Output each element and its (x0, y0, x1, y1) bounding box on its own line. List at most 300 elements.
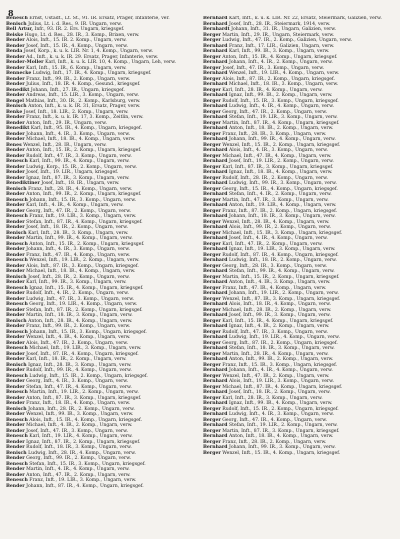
entry-text: Josef, Inft., 18. LIR., 2. Komp., Ungarn, verw. (23, 109, 129, 115)
entry-text: Michael, Inft., 15. IR., 3. Komp., Ungarn, kriegsgef. (222, 230, 343, 236)
entry-name: Bernhard (203, 137, 228, 142)
entry-text: Johann, Inft., 18. IR., 3. Komp., Ungarn, verw. (228, 214, 336, 219)
entry-text: Ludwig, Inft., 19. LIR., 4. Komp., Ungarn, verw. (228, 335, 340, 340)
entry-text: Infr., 93. IR. 2. Ers. Ungarn, kriegsgef. (34, 27, 125, 32)
entry-text: Martin, Inft., 87. IR., 4. Komp., Ungarn, kriegsgef. (222, 120, 340, 126)
entry-name: Berger (203, 241, 221, 247)
entry-text: Julius, Inft., 18. IR. 4. Komp., Gesund., kriegsgef. (26, 82, 141, 87)
entry-text: Anton, Inft., 28. IR., 4. Komp., Ungarn, verw. (28, 318, 133, 324)
entry-name: Bernhard (203, 115, 228, 120)
entry-name: Benisch (6, 104, 27, 109)
entry-name: Benesch (6, 434, 28, 439)
entry-name: Benesch (6, 329, 28, 335)
entry-text: Franz, Inft., 99. IR., 2. Komp., Ungarn, verw. (26, 76, 131, 82)
entry-name: Berger (203, 318, 221, 324)
entry-text: Anton, Inft., 47. IR., 2. Komp., Ungarn, verw. (26, 472, 131, 478)
entry-name: Bernhard (203, 236, 228, 241)
entry-text: Johann, Inft., 4. IR., 2. Komp., Ungarn, verw. (228, 60, 333, 65)
entry-name: Bender (6, 395, 25, 401)
entry-text: Mathias, Inft., 30. IR., 2. Komp., Karlsburg, verw. (25, 98, 141, 104)
entry-name: Bender (6, 368, 25, 373)
entry-text: Josef, Inft., 47. IR., 3. Komp., Ungarn, verw. (222, 65, 325, 71)
entry-text: Stefan, Inft., 19. LIR., 3. Komp., Ungarn, verw. (228, 115, 338, 120)
entry-text: Wenzel, Inft., 99. IR., 3. Komp., Ungarn, verw. (26, 412, 134, 417)
entry-name: Berger (203, 285, 221, 291)
entry-text: Rudolf, Inft., 47. IR., 3. Komp., Ungarn, verw. (26, 153, 132, 159)
entry-text: Ludwig, Inft., 18. IR., 2. Komp., Ungarn, verw. (228, 258, 337, 263)
entry-name: Benesch (6, 417, 28, 423)
entry-name: Bernhard (203, 214, 228, 219)
entry-name: Berger (203, 329, 221, 335)
entry-text: Johann, Inft., 19. LIR., 2. Komp., Ungarn, verw. (228, 291, 339, 296)
entry-name: Bernhard (203, 225, 228, 230)
entry-name: Bernhard (203, 445, 228, 450)
entry-text: Anton, Inft., 18. IR., 4. Komp., Ungarn, verw. (228, 434, 334, 439)
entry-text: Rudolf, Inft., 15. IR., 2. Komp., Ungarn, kriegsgef. (222, 406, 339, 412)
entry-text: Wenzel, Inft., 4. IR., 4. Komp., Ungarn, verw. (26, 335, 131, 340)
entry-text: Michael, Inft., 18. IR., 4. Komp., Ungarn, verw. (26, 137, 136, 142)
entry-name: Berger (203, 98, 221, 104)
entry-text: Georg, Inft., 4. IR., 3. Komp., Ungarn, verw. (26, 379, 129, 384)
entry-text: Johann, Inft., 27. IR., Ungarn, kriegsgef. (30, 87, 125, 93)
entry-name: Bernhard (203, 16, 228, 21)
entry-text: Wenzel, Inft., 15. IR., 4. Komp., Ungarn, kriegsgef. (222, 450, 341, 456)
entry-name: Bender (6, 93, 25, 98)
entry-text: Josef, Inft., 99. IR., 3. Komp., Ungarn, verw. (228, 313, 331, 318)
entry-text: Rudolf, Inft., 47. IR., 3. Komp., Ungarn, verw. (222, 329, 328, 335)
entry-name: Berger (203, 164, 221, 170)
entry-text: Karl, Inft., 87. IR., 3. Komp., Ungarn, kriegsgef. (222, 164, 334, 170)
right-column (203, 16, 394, 536)
entry-text: Ignaz, Inft., 18. IR., 4. Komp., Ungarn, verw. (228, 170, 333, 175)
page-number: 8 (8, 8, 14, 18)
entry-name: Berger (203, 87, 221, 93)
entry-text: Ludwig, Inft., 28. IR., 4. Komp., Ungarn, verw. (28, 450, 136, 456)
entry-name: Bender (6, 340, 25, 346)
entry-text: Josef, Inft., 4. IR., 4. Komp., Ungarn, verw. (228, 236, 328, 241)
entry-name: Bender (6, 335, 25, 340)
entry-name: Bender (6, 384, 25, 390)
entry-name: Benedikt (6, 87, 30, 93)
entry-text: Anton, Inft., 99. IR., 2. Komp., Ungarn, kriegsgef. (26, 192, 142, 197)
entry-name: Bernhard (203, 21, 228, 27)
entry-text: Karl, Inft., 4. IR., 4. Komp., Ungarn, verw. (26, 203, 124, 208)
entry-text: Michael, Inft., 18. IR., 4. Komp., Ungarn, verw. (26, 269, 136, 274)
entry-name: Berger (203, 54, 221, 60)
entry-text: Martin, Inft., 15. IR., 2. Komp., Ungarn, kriegsgef. (222, 274, 340, 280)
entry-name: Bernhard (203, 313, 228, 318)
entry-text: Martin, Inft., 29. IR., Ungarn, Steiermark, verw. (222, 32, 335, 38)
entry-name: Bender (6, 164, 25, 170)
entry-name: Benisch (6, 21, 27, 27)
entry-name: Bernhard (203, 126, 228, 131)
entry-text: Franz, Inft., 47. IR., 4. Komp., Ungarn, verw. (26, 252, 131, 258)
entry-name: Benesch (6, 302, 28, 307)
entry-name: Bender (6, 175, 25, 181)
entry-name: Benesch (6, 373, 28, 379)
entry-name: Berger (203, 384, 221, 390)
entry-text: Georg, Inft., 87. IR., 2. Komp., Ungarn, kriegsgef. (222, 340, 338, 346)
entry-text: Johann, Inft., 4. IR., 3. Komp., Ungarn, verw. (26, 131, 131, 137)
entry-name: Bender (6, 423, 25, 428)
entry-text: Ludwig, Inft., 17. IR., 4. Komp., Ungarn, kriegsgef. (32, 71, 152, 76)
entry-name: Bernhard (203, 335, 228, 340)
entry-name: Bender (6, 43, 25, 49)
entry-text: Alois, Inft., 87. IR., 3. Komp., Ungarn, kriegsgef. (26, 263, 139, 269)
entry-text: Anton, Inft., 15. IR., 4. Komp., Ungarn, kriegsgef. (222, 54, 338, 60)
entry-name: Berger (203, 450, 221, 456)
entry-name: Bernhard (203, 82, 228, 87)
entry-text: Martin, Inft., 47. IR., 3. Komp., Ungarn, verw. (222, 197, 329, 203)
entry-name: Bernhard (203, 71, 228, 76)
entry-name: Berger (203, 373, 221, 379)
entry-name: Bender (6, 307, 25, 313)
entry-name: Bender (6, 296, 25, 302)
entry-text: Alois, Inft., 4. IR., 3. Komp., Ungarn, verw. (228, 148, 329, 153)
entry-name: Berger (203, 340, 221, 346)
entry-text: Franz, Inft., 47. IR., 4. Komp., Ungarn, verw. (222, 285, 327, 291)
entry-text: Johann, Inft., 99. IR., 4. Komp., Ungarn, verw. (228, 137, 336, 142)
entry-text: Alois, Inft., 47. IR., 2. Komp., Ungarn, verw. (26, 340, 129, 346)
entry-text: Ignaz, Inft., 87. IR., 2. Komp., Ungarn, kriegsgef. (26, 439, 141, 445)
entry-name: Bender (6, 153, 25, 159)
entry-name: Benesch (6, 241, 28, 247)
entry-text: Georg, Inft., 15. IR., 4. Komp., Ungarn, kriegsgef. (222, 186, 338, 192)
entry-name: Bernhard (203, 302, 228, 307)
entry-name: Beiske (6, 32, 24, 38)
entry-text: Josef, Inft., 15. IR., 4. Komp., Ungarn, verw. (26, 43, 128, 49)
entry-name: Bender (6, 483, 25, 489)
entry-name: Berger (203, 362, 221, 368)
entry-name: Benisch (6, 318, 27, 324)
entry-name: Bender (6, 203, 25, 208)
entry-text: Stefan, Inft., 19. LIR., 2. Komp., Ungarn, verw. (228, 423, 338, 428)
entry-name: Berger (203, 38, 221, 43)
entry-text: Michael, Inft., 87. IR., 4. Komp., Ungarn, kriegsgef. (222, 384, 343, 390)
entry-text: Anton, Inft., 15. IR., 2. Komp., Ungarn, kriegsgef. (29, 241, 145, 247)
entry-text: Johann, Inft., 28. IR., 2. Komp., Ungarn, verw. (28, 406, 135, 412)
entry-name: Bender (6, 76, 25, 82)
entry-text: Josef, Inft., 47. IR., 3. Komp., Ungarn, verw. (26, 428, 128, 434)
entry-name: Bender (6, 82, 25, 87)
entry-name: Berger (203, 208, 221, 214)
entry-name: Bernhard (203, 423, 228, 428)
entry-text: Georg, Inft., 99. IR., 2. Komp., Ungarn, verw. (26, 456, 132, 461)
entry-name: Berger (203, 307, 221, 313)
entry-name: Berger (203, 428, 221, 434)
entry-name: Bender (6, 291, 25, 296)
entry-text: Stefan, Inft., 87. IR., 4. Komp., Ungarn, kriegsgef. (26, 219, 143, 225)
entry-name: Benke (6, 109, 23, 115)
entry-text: Wenzel, Inft., 19. LIR., 4. Komp., Ungarn, verw. (228, 71, 340, 76)
entry-text: Anton, Inft., k. u. k. IR. 31, Ersatz, Prager, verw. (28, 104, 141, 109)
entry-text: Stefan, Inft., 4. IR., 2. Komp., Ungarn, verw. (228, 192, 332, 197)
entry-text: Ignaz, Inft., 99. IR., 4. Komp., Ungarn, verw. (228, 401, 333, 406)
entry-name: Berger (203, 351, 221, 357)
entry-text: Franz, Inft., 19. LIR., 3. Komp., Ungarn, verw. (29, 478, 137, 483)
entry-name: Bernhard (203, 324, 228, 329)
entry-name: Benisch (6, 450, 27, 456)
entry-name: Bernhard (203, 379, 228, 384)
entry-text: Ignaz, Inft., 99. IR., 2. Komp., Ungarn, verw. (228, 93, 333, 98)
entry-name: Bernhard (203, 346, 228, 351)
entry-text: Wenzel, Inft., 15. IR., 2. Komp., Ungarn, kriegsgef. (222, 142, 341, 148)
entry-name: Benesch (6, 390, 28, 395)
entry-text: Karl, Inft., 15. IR., 4. Komp., Ungarn, kriegsgef. (222, 318, 334, 324)
entry-text: Wenzel, Inft., 87. IR., 3. Komp., Ungarn, kriegsgef. (222, 296, 341, 302)
entry-name: Bender (6, 38, 25, 43)
entry-name: Bernhard (203, 43, 228, 49)
entry-text: Rudolf, Inft., 28. IR., 2. Komp., Ungarn, verw. (222, 175, 328, 181)
entry-name: Bernhard (203, 269, 228, 274)
entry-text: Rudolf, Inft., 87. IR., 4. Komp., Ungarn, kriegsgef. (222, 252, 339, 258)
entry-name: Berger (203, 175, 221, 181)
entry-name: Bender (6, 401, 25, 406)
entry-name: Bernhard (203, 203, 228, 208)
entry-text: Karl, Inft., 18. IR., 2. Komp., Ungarn, verw. (26, 357, 127, 362)
entry-text: Wenzel, Inft., 28. IR., Ungarn, verw. (23, 142, 107, 148)
entry-name: Benisch (6, 406, 27, 412)
entry-text: Michael, Inft., 47. IR., 4. Komp., Ungarn, verw. (222, 153, 332, 159)
entry-name: Bender (6, 120, 25, 126)
entry-text: Michael, Inft., 28. IR., 2. Komp., Ungarn, verw. (222, 307, 332, 313)
entry-text: Josef, Inft., 18. IR., 2. Komp., Ungarn, verw. (26, 225, 128, 230)
entry-text: Wenzel, Inft., 19. LIR., 2. Komp., Ungarn, verw. (29, 258, 140, 263)
entry-text: Karl, Inft., 99. IR., 3. Komp., Ungarn, verw. (228, 49, 330, 54)
entry-text: Georg, Inft., 28. IR., 3. Komp., Ungarn, verw. (222, 263, 328, 269)
entry-name: Benda (6, 49, 23, 54)
entry-text: Michael, Inft., 19. LIR., 3. Komp., Ungarn, verw. (29, 346, 142, 351)
entry-name: Bender (6, 263, 25, 269)
entry-name: Benisch (6, 362, 27, 368)
entry-text: Karl, Inft., 15. IR., 6. Komp., Ungarn, verw. (26, 65, 127, 71)
entry-name: Bender (6, 445, 25, 450)
entry-text: Josef, Inft., 87. IR., 4. Komp., Ungarn, kriegsgef. (26, 351, 139, 357)
entry-name: Bender (6, 357, 25, 362)
entry-name: Benisch (6, 230, 27, 236)
entry-name: Bernhard (203, 368, 228, 373)
entry-name: Berger (203, 252, 221, 258)
entry-name: Bell Artur, (6, 27, 34, 32)
entry-name: Bernhard (203, 258, 228, 263)
entry-text: Ludwig, Inft., 4. IR., 4. Komp., Ungarn, verw. (228, 104, 334, 109)
entry-text: Karl, Inft., 28. IR., 3. Komp., Ungarn, verw. (222, 395, 323, 401)
entry-name: Bernhard (203, 390, 228, 395)
entry-name: Berger (203, 296, 221, 302)
entry-name: Benes (6, 142, 22, 148)
entry-text: Georg, Inft., 47. IR., 2. Komp., Ungarn, verw. (26, 208, 132, 214)
entry-text: Karl, Inft., 28. IR., 3. Komp., Ungarn, verw. (28, 230, 129, 236)
entry-text: Franz, Inft., 28. IR., 4. Komp., Ungarn, verw. (28, 186, 133, 192)
entry-name: Berger (203, 417, 221, 423)
entry-text: Alois, Inft., 18. IR., 4. Komp., Ungarn, verw. (228, 302, 331, 307)
entry-text: Rudolf, Inft., 99. IR., 4. Komp., Ungarn, verw. (26, 368, 132, 373)
entry-name: Bernhard (203, 170, 228, 175)
entry-text: Alois, Inft., 19. LIR., 3. Komp., Ungarn, verw. (228, 379, 334, 384)
entry-text: Georg, Inft., 19. LIR., 4. Komp., Ungarn, verw. (29, 302, 138, 307)
entry-text: Franz, Inft., 15. IR., 3. Komp., Ungarn, kriegsgef. (222, 362, 338, 368)
entry-name: Bender (6, 439, 25, 445)
entry-name: Berger (203, 230, 221, 236)
entry-name: Bender (6, 148, 25, 153)
entry-name: Berger (203, 120, 221, 126)
entry-text: Stefan, Inft., 99. IR., 4. Komp., Ungarn, verw. (228, 269, 335, 274)
entry-text: Johann, Inft., 15. IR., 3. Komp., Ungarn, verw. (29, 197, 137, 203)
entry-text: Ludwig, Korp., 15. IR., 2. Komp., Ungarn, verw. (26, 164, 137, 170)
entry-text: Ernst, Ustadt., Lt. St., 91. IR. Ersatz, Prager, Infanterie, ver. (29, 16, 170, 21)
entry-name: Bender (6, 170, 25, 175)
entry-text: Ad., Inft., k. u. k. IR. 29. Ersatz, Prager, Infanterie, verw. (26, 54, 159, 60)
entry-name: Benesch (6, 461, 28, 467)
entry-name: Benesch (6, 478, 28, 483)
entry-name: Berger (203, 153, 221, 159)
entry-name: Bender (6, 219, 25, 225)
entry-text: Josef, Inft., 28. IR., 2. Komp., Ungarn, verw. (28, 274, 130, 280)
entry-text: Michael, Inft., 18. IR., 3. Komp., Ungarn, verw. (228, 82, 339, 87)
entry-name: Benesch (6, 346, 28, 351)
entry-name: Bender (6, 379, 25, 384)
entry-text: Josef, Inft., 28. IR., Steiermark, 1914, verw. (228, 21, 331, 27)
entry-text: Michael, Inft., 4. IR., 2. Komp., Ungarn, verw. (26, 423, 133, 428)
entry-name: Bernhard (203, 93, 228, 98)
entry-name: Bender (6, 236, 25, 241)
entry-name: Benisch (6, 274, 27, 280)
entry-text: Karl, Inft., 28. IR., 4. Komp., Ungarn, verw. (222, 87, 323, 93)
entry-text: Stefan, Inft., 15. IR., 3. Komp., Ungarn, kriegsgef. (29, 461, 146, 467)
entry-text: Hugo, Lt. d. Res., 28. IR., 3. Komp., Brixen, verw. (24, 32, 140, 38)
entry-text: Ludwig, Inft., 47. IR., 3. Komp., Ungarn, verw. (26, 296, 135, 302)
entry-name: Bender (6, 252, 25, 258)
entry-name: Bernhard (203, 192, 228, 197)
entry-text: Josef, Inft., 19. LIR., Ungarn, kriegsgef. (26, 170, 119, 175)
entry-text: Johann, Inft., 4. IR., 3. Komp., Ungarn, verw. (26, 247, 131, 252)
list-item (203, 451, 394, 457)
entry-name: Bender (6, 225, 25, 230)
entry-name: Berger (203, 76, 221, 82)
entry-name: Bender (6, 269, 25, 274)
entry-text: Josef, Inft., 18. IR., Ungarn, verw. (41, 181, 120, 186)
entry-text: Franz, Inft., 87. IR., 2. Komp., Ungarn, kriegsgef. (222, 208, 338, 214)
entry-name: Berger (203, 142, 221, 148)
entry-name: Bender (6, 280, 25, 285)
entry-name: Bender (6, 115, 25, 120)
entry-text: Rudolf, Inft., 18. IR., 3. Komp., Ungarn, verw. (26, 445, 132, 450)
entry-text: Martin, Inft., 28. IR., 4. Komp., Ungarn, verw. (222, 351, 329, 357)
entry-text: Ludwig, Inft., 15. IR., 2. Komp., Ungarn, kriegsgef. (29, 373, 148, 379)
entry-text: Ludwig, Inft., 47. IR., 2. Komp., Galizien, Ungarn, verw. (222, 38, 352, 43)
entry-text: Alois, Inft., 99. IR., 2. Komp., Ungarn, verw. (228, 225, 331, 230)
entry-name: Bernhard (203, 412, 228, 417)
entry-text: Stefan, Inft., 87. IR., 2. Komp., Ungarn, kriegsgef. (26, 307, 143, 313)
entry-text: Anton, Inft., 4. IR., 3. Komp., Ungarn, verw. (228, 280, 331, 285)
entry-name: Berger (203, 186, 221, 192)
entry-text: Johann, Inft., 31. IR., Ungarn, Galizien, verw. (231, 27, 337, 32)
entry-text: Martin, Inft., 19. LIR., 2. Komp., Ungarn, verw. (29, 390, 139, 395)
text-columns (6, 16, 394, 536)
entry-text: Wenzel, Inft., 28. IR., 4. Komp., Ungarn, verw. (222, 219, 330, 225)
entry-text: Franz, Inft., 19. LIR., 3. Komp., Ungarn, verw. (29, 214, 137, 219)
entry-text: Ignaz, Inft., 15. IR., 4. Komp., Ungarn, kriegsgef. (29, 285, 144, 291)
entry-text: Josef, Inft., 18. IR., 2. Komp., Ungarn, verw. (228, 390, 331, 395)
entry-name: Benisch (6, 186, 27, 192)
entry-text: Rudolf, Inft., 4. IR., 2. Komp., Ungarn, verw. (26, 291, 129, 296)
entry-name: Bernhard (203, 49, 228, 54)
entry-name: Bernhard (203, 247, 228, 252)
entry-name: Bender-Moller (6, 60, 44, 65)
entry-text: Karl, Inft., 19. LIR., 4. Komp., Ungarn, verw. (29, 434, 133, 439)
entry-name: Bender (6, 131, 25, 137)
entry-name: Berger (203, 219, 221, 225)
entry-name: Bernhard (203, 401, 228, 406)
entry-text: Johann, Inft., 4. IR., 4. Komp., Ungarn, verw. (228, 368, 333, 373)
entry-text: Ludwig, Inft., 4. IR., 3. Komp., Ungarn, verw. (228, 412, 334, 417)
entry-name: Bernhard (203, 181, 228, 186)
entry-text: Andreas, Inft., 15. LIR., 3. Komp., Ungarn, verw. (26, 93, 140, 98)
entry-text: Georg, Inft., 47. IR., 4. Komp., Ungarn, verw. (222, 417, 328, 423)
list-item (6, 484, 197, 490)
entry-name: Bender (6, 247, 25, 252)
entry-name: Bender (6, 467, 25, 472)
entry-text: Martin, Inft., 99. IR., 4. Komp., Ungarn, verw. (26, 236, 133, 241)
entry-text: Anton, Inft., 18. IR., 2. Komp., Ungarn, verw. (228, 126, 334, 131)
entry-text: Martin, Inft., 87. IR., 3. Komp., Ungarn, kriegsgef. (222, 428, 340, 434)
entry-name: Berger (203, 197, 221, 203)
entry-text: Ludwig, Inft., 99. IR., 3. Komp., Ungarn, verw. (228, 181, 337, 186)
entry-text: Stefan, Inft., 18. IR., 3. Komp., Ungarn, verw. (228, 346, 335, 351)
entry-name: Bennecke (6, 71, 32, 76)
entry-name: Bernhard (203, 291, 228, 296)
entry-name: Bernhard (203, 434, 228, 439)
entry-text: Karl, Inft., 99. IR., 3. Komp., Ungarn, verw. (26, 280, 127, 285)
entry-name: Bernhard (203, 280, 228, 285)
entry-text: Karl, Inft., 47. IR., 2. Komp., Ungarn, verw. (222, 241, 323, 247)
entry-name: Benesch (6, 16, 28, 21)
entry-name: Bender (6, 65, 25, 71)
entry-name: Bernhardt (203, 27, 230, 32)
entry-name: Berger (203, 274, 221, 280)
entry-name: Benedikt (6, 126, 30, 131)
entry-name: Berger (203, 109, 221, 115)
entry-text: Georg, Inft., 47. IR., 2. Komp., Ungarn, verw. (222, 109, 328, 115)
entry-name: Benesch (6, 214, 28, 219)
entry-name: Berger (203, 65, 221, 71)
entry-name: Bengel (6, 98, 25, 104)
entry-name: Berger (203, 439, 221, 445)
entry-text: Karl, Inft., 95. IR., 4. Komp., Ungarn, kriegsgef. (30, 126, 142, 131)
entry-name: Bernhard (203, 104, 228, 109)
entry-name: Bender (6, 313, 25, 318)
entry-text: Ignaz, Inft., 19. LIR., 3. Komp., Ungarn, verw. (228, 247, 336, 252)
entry-text: Johann, Inft., 99. IR., 3. Komp., Ungarn, verw. (228, 445, 336, 450)
entry-name: Bender (6, 208, 25, 214)
entry-name: Benesch (6, 258, 28, 263)
entry-text: Martin, Inft., 18. IR., 3. Komp., Ungarn, verw. (26, 313, 133, 318)
entry-name: Berger (203, 406, 221, 412)
entry-text: Karl, Inft., k. u. k. LIR. 10, 4. Komp., Ungarn, Leh, verw. (45, 60, 176, 65)
entry-name: Berger (203, 395, 221, 401)
entry-text: Josef, Inft., 19. LIR., 2. Komp., Ungarn, verw. (228, 159, 334, 164)
entry-text: Kart, Inft., k. u. k. LIR. Nr. 22, Ersatz, Steiermark, Galizien, verw. (228, 16, 382, 21)
entry-text: Stefan, Inft., 47. IR., 4. Komp., Ungarn, verw. (26, 384, 132, 390)
entry-name: Bernhard (203, 357, 228, 362)
left-column (6, 16, 197, 536)
entry-name: Bender (6, 412, 25, 417)
entry-name: Benesch (6, 197, 28, 203)
entry-name: Bernhard (203, 60, 228, 65)
entry-name: Benesch (6, 285, 28, 291)
entry-text: Wenzel, Inft., 47. IR., 2. Komp., Ungarn, verw. (222, 373, 330, 379)
entry-text: Karl, Inft., 99. IR., 4. Komp., Ungarn, verw. (29, 159, 130, 164)
